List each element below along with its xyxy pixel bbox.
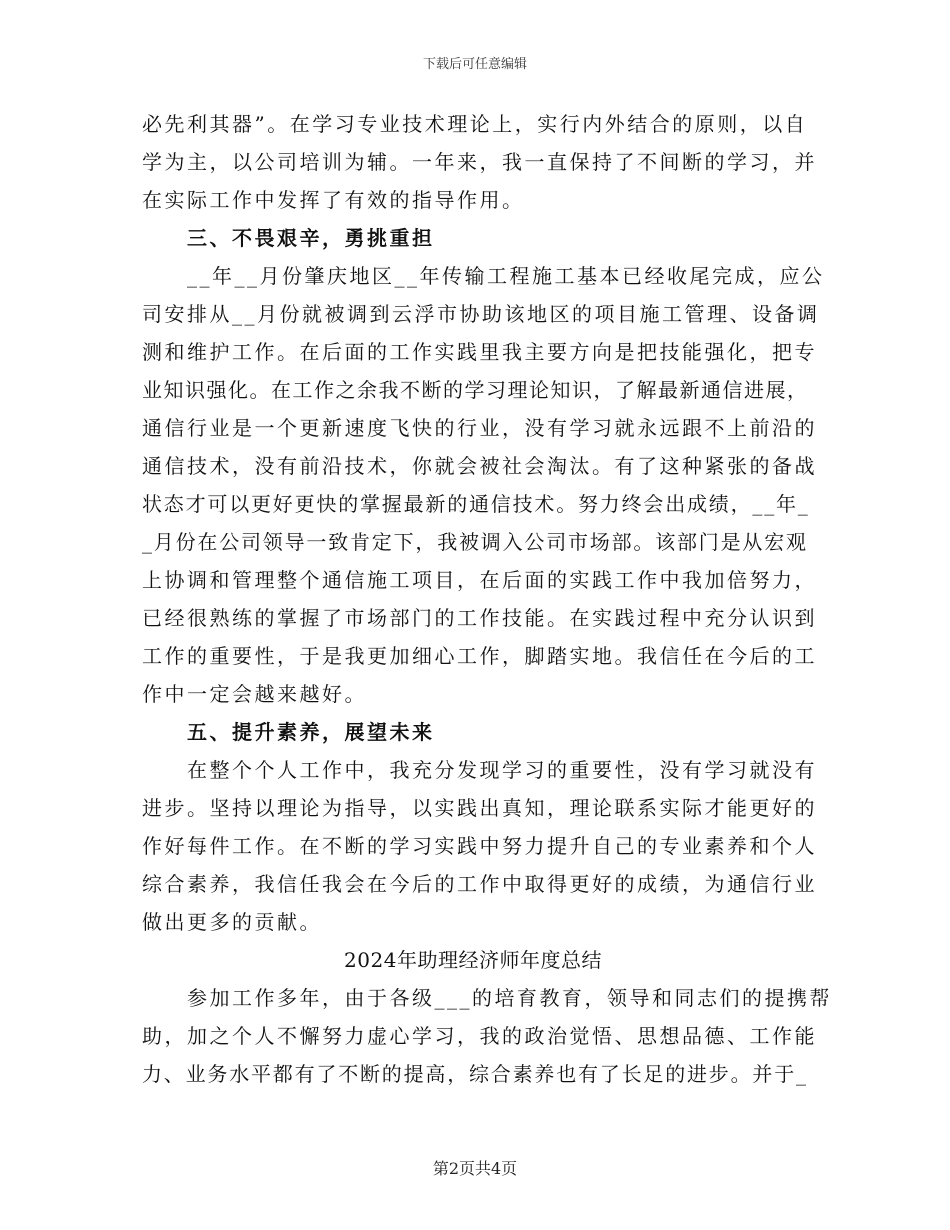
body-line: 助，加之个人不懈努力虚心学习，我的政治觉悟、思想品德、工作能 — [142, 1024, 817, 1048]
body-line: 参加工作多年，由于各级___的培育教育，领导和同志们的提携帮 — [187, 986, 832, 1010]
body-line: 通信技术，没有前沿技术，你就会被社会淘汰。有了这种紧张的备战 — [142, 454, 817, 478]
document-body — [142, 105, 832, 1093]
body-line: 状态才可以更好更快的掌握最新的通信技术。努力终会出成绩，__年_ — [142, 492, 810, 516]
body-line: 力、业务水平都有了不断的提高，综合素养也有了长足的进步。并于_ — [142, 1062, 808, 1086]
body-line: __年__月份肇庆地区__年传输工程施工基本已经收尾完成，应公 — [187, 264, 825, 288]
document-title: 2024年助理经济师年度总结 — [344, 948, 602, 972]
body-line: 上协调和管理整个通信施工项目，在后面的实践工作中我加倍努力， — [142, 568, 817, 592]
body-line: 在整个个人工作中，我充分发现学习的重要性，没有学习就没有 — [187, 758, 817, 782]
body-line: 司安排从__月份就被调到云浮市协助该地区的项目施工管理、设备调 — [142, 302, 820, 326]
body-line: 通信行业是一个更新速度飞快的行业，没有学习就永远跟不上前沿的 — [142, 416, 817, 440]
section-heading: 三、不畏艰辛，勇挑重担 — [187, 226, 435, 250]
body-line: 作中一定会越来越好。 — [142, 682, 367, 706]
page-header: 下载后可任意编辑 — [422, 57, 527, 72]
body-line: 业知识强化。在工作之余我不断的学习理论知识，了解最新通信进展， — [142, 378, 809, 402]
body-line: 进步。坚持以理论为指导，以实践出真知，理论联系实际才能更好的 — [142, 796, 817, 820]
body-line: 在实际工作中发挥了有效的指导作用。 — [142, 188, 525, 212]
body-line: 已经很熟练的掌握了市场部门的工作技能。在实践过程中充分认识到 — [142, 606, 817, 630]
body-line: 学为主，以公司培训为辅。一年来，我一直保持了不间断的学习，并 — [142, 150, 817, 174]
body-line: 综合素养，我信任我会在今后的工作中取得更好的成绩，为通信行业 — [142, 872, 817, 896]
section-heading: 五、提升素养，展望未来 — [187, 720, 435, 744]
body-line: 工作的重要性，于是我更加细心工作，脚踏实地。我信任在今后的工 — [142, 644, 817, 668]
body-line: 作好每件工作。在不断的学习实践中努力提升自己的专业素养和个人 — [142, 834, 817, 858]
body-line: 测和维护工作。在后面的工作实践里我主要方向是把技能强化，把专 — [142, 340, 817, 364]
page-footer: 第2页共4页 — [432, 1159, 518, 1178]
body-line: 必先利其器”。在学习专业技术理论上，实行内外结合的原则，以自 — [142, 112, 808, 136]
body-line: 做出更多的贡献。 — [142, 910, 322, 934]
body-line: _月份在公司领导一致肯定下，我被调入公司市场部。该部门是从宏观 — [142, 530, 808, 554]
